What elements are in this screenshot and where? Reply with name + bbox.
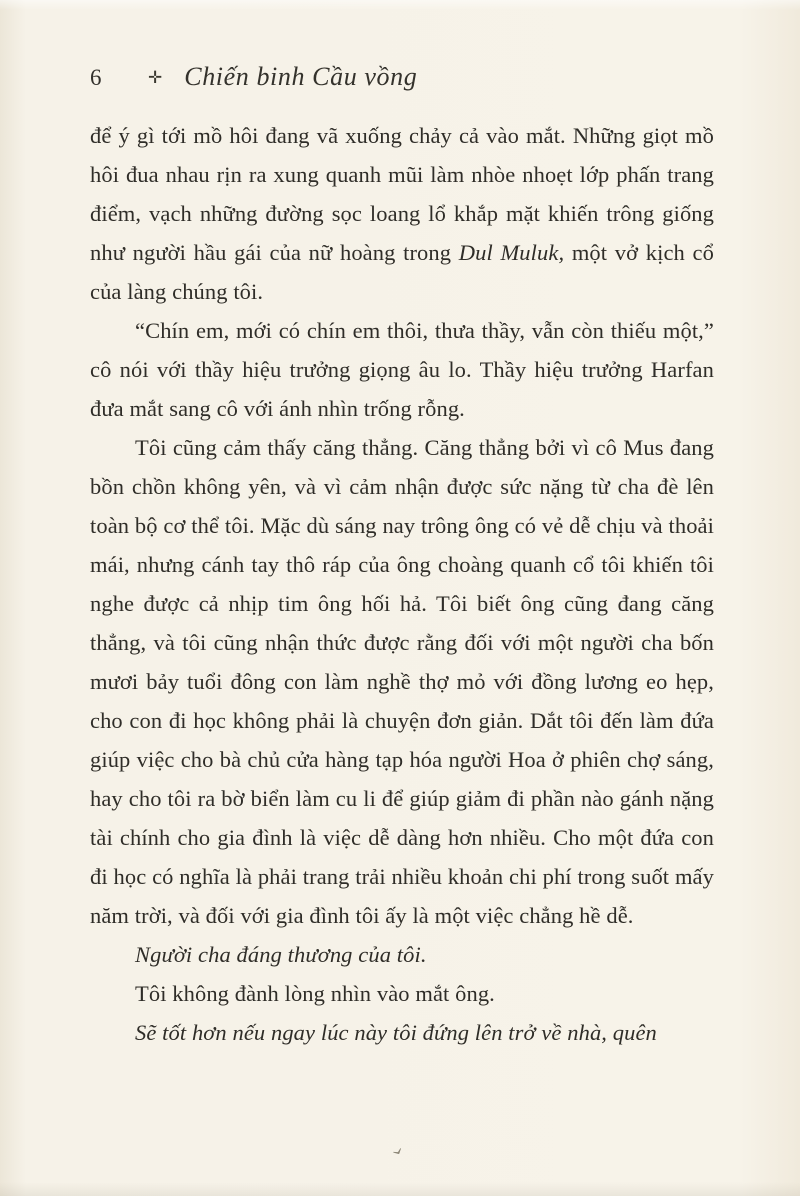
ornament-icon: ✛: [148, 68, 163, 87]
text-block: [90, 116, 714, 1052]
text-segment: Tôi không đành lòng nhìn vào mắt ông.: [135, 981, 495, 1006]
italic-text-segment: Người cha đáng thương của tôi.: [135, 942, 427, 967]
stray-mark: ›: [387, 1141, 413, 1160]
italic-text-segment: Sẽ tốt hơn nếu ngay lúc này tôi đứng lên trở về nhà, quên: [135, 1020, 657, 1045]
paragraph: [90, 428, 714, 935]
page-number: 6: [90, 65, 102, 90]
text-segment: để ý gì tới mồ hôi đang vã xuống chảy cả vào mắt. Những giọt mồ hôi đua nhau rịn ra xung quanh mũi làm nhòe nhoẹt lớp phấn trang điểm, vạch những đường sọc loang lổ khắp mặt khiến trông giống như người hầu gái của nữ hoàng trong: [90, 123, 714, 265]
paragraph: [90, 311, 714, 428]
italic-text-segment: Dul Muluk,: [458, 240, 565, 265]
text-segment: “Chín em, mới có chín em thôi, thưa thầy, vẫn còn thiếu một,” cô nói với thầy hiệu trưởng giọng âu lo. Thầy hiệu trưởng Harfan đưa mắt sang cô với ánh nhìn trống rỗng.: [90, 318, 714, 421]
page-header: [90, 62, 714, 92]
paragraph: [90, 935, 714, 974]
text-segment: một vở kịch cổ của làng chúng tôi.: [90, 240, 714, 304]
book-title: Chiến binh Cầu vồng: [184, 62, 418, 91]
text-segment: Tôi cũng cảm thấy căng thẳng. Căng thẳng bởi vì cô Mus đang bồn chồn không yên, và vì cảm nhận được sức nặng từ cha đè lên toàn bộ cơ thể tôi. Mặc dù sáng nay trông ông có vẻ dễ chịu và thoải mái, nhưng cánh tay thô ráp của ông choàng quanh cổ tôi khiến tôi nghe được cả nhịp tim ông hối hả. Tôi biết ông cũng đang căng thẳng, và tôi cũng nhận thức được rằng đối với một người cha bốn mươi bảy tuổi đông con làm nghề thợ mỏ với đồng lương eo hẹp, cho con đi học không phải là chuyện đơn giản. Dắt tôi đến làm đứa giúp việc cho bà chủ cửa hàng tạp hóa người Hoa ở phiên chợ sáng, hay cho tôi ra bờ biển làm cu li để giúp giảm đi phần nào gánh nặng tài chính cho gia đình là việc dễ dàng hơn nhiều. Cho một đứa con đi học có nghĩa là phải trang trải nhiều khoản chi phí trong suốt mấy năm trời, và đối với gia đình tôi ấy là một việc chẳng hề dễ.: [90, 435, 714, 928]
paragraph: [90, 116, 714, 311]
paragraph: [90, 1013, 714, 1052]
paragraph: [90, 974, 714, 1013]
